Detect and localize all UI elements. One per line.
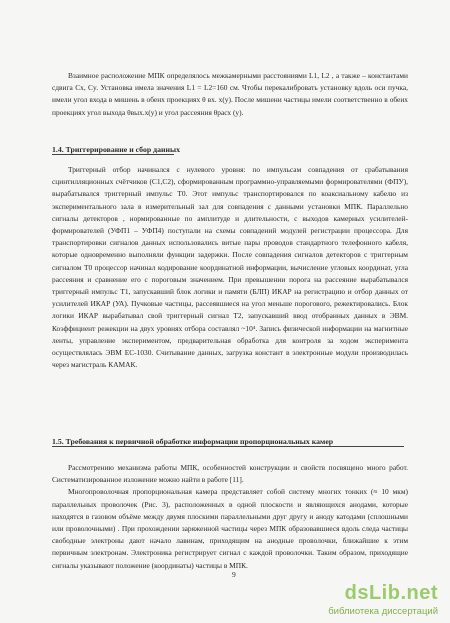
section-1-4-underline: [52, 154, 174, 155]
page-number: 9: [232, 570, 236, 579]
section-1-4-body: [52, 164, 408, 371]
intro-paragraph-block: [52, 70, 408, 119]
section-1-4-heading: 1.4. Триггерирование и сбор данных: [52, 145, 180, 154]
intro-paragraph: Взаимное расположение МПК определялось межкамерными расстояниями L1, L2 , а также – константами сдвига Cx, Cy. Установка имела значения L1 = L2=160 см. Чтобы перекалибровать установку вдоль оси пучка, имели угол входа в мишень в обеих проекциях θ вх. x(y). После мишени частицы имели соответственно в обеих проекциях угол выхода θвых.x(y) и угол рассеяния θрасх (y).: [52, 71, 408, 117]
watermark-logo: [300, 578, 450, 623]
section-1-5-paragraph-b: Многопроволочная пропорциональная камера представляет собой систему многих тонких (≈ 10 мкм) параллельных проволочек (Рис. 3), расположенных в одной плоскости и являющихся анодами, которые находятся в газовом объёме между двумя плоскими параллельными друг другу и аноду катодами (сплошными или проволочными) . При прохождении заряженной частицы через МПК образовавшиеся вдоль следа частицы свободные электроны дают начало лавинам, приходящим на анодные проволочки, ближайшие к этим первичным электронам. Электроника регистрирует сигнал с каждой проволочки. Таким образом, приходящие сигналы указывают положение (координаты) частицы в МПК.: [52, 487, 408, 570]
watermark-caption: библиотека диссертаций: [328, 606, 438, 617]
section-1-5-paragraph-a: Рассмотрению механизма работы МПК, особенностей конструкции и свойств посвящено много работ. Систематизированное изложение можно найти в работе [11].: [52, 463, 408, 485]
section-1-5-body: [52, 462, 408, 572]
section-1-5-heading: 1.5. Требования к первичной обработке информации пропорциональных камер: [52, 437, 334, 446]
section-1-5-underline: [52, 446, 404, 447]
watermark-logo-text: dsLib.net: [344, 582, 438, 604]
section-1-4-paragraph: Триггерный отбор начинался с нулевого уровня: по импульсам совпадения от срабатывания сцинтилляционных счётчиков (C1,C2), сформированным программно-управляемыми формирователями (ФПУ), вырабатывался триггерный импульс T0. Этот импульс транспортировался по коаксиальному кабелю из экспериментального зала в измерительный зал для совпадения с данными установки МПК. Параллельно сигналы детекторов , нормированные по амплитуде и длительности, с выходов камерных усилителей- формирователей (УФП1 – УФП4) поступали на схемы совпадений модулей регистрации процессора. Для транспортировки сигналов данных использовались витые пары проводов стандартного телефонного кабеля, которые одновременно выполняли функции задержки. После совпадения сигналов детекторов с триггерным сигналом T0 процессор начинал кодирование координатной информации, вычисление угловых координат, угла рассеяния и сравнение его с пороговым значением. При превышении порога на рассеяние вырабатывался триггерный импульс T1, запускавший блок логики и памяти (БЛП) ИКАР на регистрацию и отбор данных от усилителей ИКАР (УА). Пучковые частицы, рассеявшиеся на угол меньше порогового, режектировались. Блок логики ИКАР вырабатывал свой триггерный сигнал T2, запускавший ввод отобранных данных в ЭВМ. Коэффициент режекции на двух уровнях отбора составлял ~10⁴. Запись физической информации на магнитные ленты, управление экспериментом, предварительная обработка для контроля за ходом эксперимента осуществлялась ЭВМ ЕС-1030. Считывание данных, загрузка констант в электронные модули производилась через магистраль КАМАК.: [52, 165, 408, 370]
